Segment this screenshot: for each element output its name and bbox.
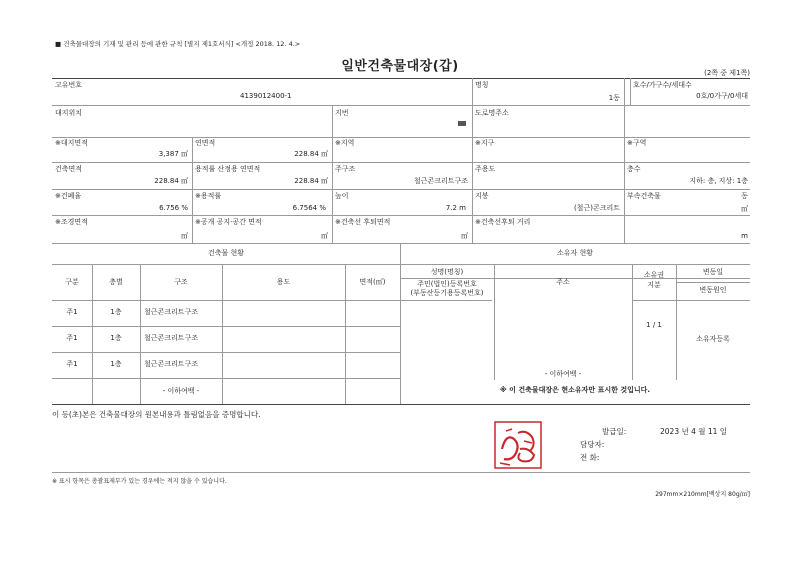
row-floor: 1층 [110, 334, 122, 342]
col-owner-name: 성명(명칭) [430, 268, 464, 276]
setback-area-label: ※건축선 후퇴면적 [335, 218, 391, 226]
page-info: (2쪽 중 제1쪽) [704, 69, 750, 77]
far-value: 6.7564 % [292, 204, 326, 212]
owner-note: ※ 이 건축물대장은 현소유자만 표시한 것입니다. [499, 386, 651, 394]
floor-area-value: 228.84 ㎡ [294, 150, 328, 158]
row-floor: 1층 [110, 360, 122, 368]
floors-label: 층수 [627, 165, 641, 173]
row-structure: 철근콘크리트구조 [144, 334, 199, 342]
row-type: 주1 [66, 360, 78, 368]
structure-label: 주구조 [335, 165, 356, 173]
structure-value: 철근콘크리트구조 [413, 177, 468, 185]
certification-statement: 이 등(초)본은 건축물대장의 원본내용과 틀림없음을 증명합니다. [52, 410, 261, 419]
floor-area-label: 연면적 [195, 139, 216, 147]
barcode-mark [458, 121, 466, 126]
sector-label: ※구역 [627, 139, 647, 147]
building-area-label: 건축면적 [55, 165, 83, 173]
unique-no-label: 고유번호 [55, 81, 83, 89]
officer-label: 담당자: [580, 440, 605, 449]
page-title: 일반건축물대장(갑) [341, 59, 459, 74]
building-status-title: 건축물 현황 [207, 249, 245, 257]
col-type: 구분 [65, 278, 79, 286]
far-area-value: 228.84 ㎡ [294, 177, 328, 185]
building-end-mark: - 이하여백 - [162, 387, 200, 395]
col-use: 용도 [276, 278, 291, 286]
bcr-label: ※건폐율 [55, 192, 82, 200]
units-label: 호수/가구수/세대수 [633, 81, 692, 89]
lot-number-label: 지번 [335, 109, 349, 117]
landscape-area-unit: ㎡ [181, 232, 188, 240]
row-floor: 1층 [110, 308, 122, 316]
col-share-2: 지분 [647, 281, 661, 289]
footer-note: ※ 표시 항목은 총괄표제부가 있는 경우에는 적지 않을 수 있습니다. [52, 478, 227, 485]
col-owner-regno: 주민(법인)등록번호 [417, 280, 477, 288]
height-label: 높이 [335, 192, 349, 200]
owner-change-reason: 소유자등록 [696, 335, 730, 343]
issue-date-label: 발급일: [602, 427, 627, 436]
floors-value: 지하: 층, 지상: 1층 [689, 177, 748, 185]
owner-share: 1 / 1 [646, 321, 662, 329]
name-value: 1동 [608, 94, 620, 102]
setback-distance-label: ※건축선후퇴 거리 [475, 218, 531, 226]
height-value: 7.2 m [445, 204, 466, 212]
name-label: 명칭 [475, 81, 489, 89]
col-owner-regno-sub: (부동산등기용등록번호) [410, 289, 484, 297]
col-share-1: 소유권 [643, 271, 665, 279]
aux-building-area: ㎡ [741, 205, 748, 213]
roof-value: (철근)콘크리트 [573, 204, 620, 212]
aux-building-label: 부속건축물 [627, 192, 661, 200]
landscape-area-label: ※조경면적 [55, 218, 88, 226]
far-label: ※용적률 [195, 192, 222, 200]
phone-label: 전 화: [580, 453, 600, 462]
zone-label: ※지역 [335, 139, 355, 147]
building-area-value: 228.84 ㎡ [154, 177, 188, 185]
site-location-label: 대지위치 [55, 109, 83, 117]
col-change-date: 변동일 [702, 268, 724, 276]
col-floor: 층별 [109, 278, 123, 286]
col-change-reason: 변동원인 [699, 286, 727, 294]
public-space-unit: ㎡ [321, 232, 328, 240]
roof-label: 지붕 [475, 192, 489, 200]
setback-area-unit: ㎡ [461, 232, 468, 240]
units-value: 0호/0가구/0세대 [696, 92, 748, 100]
district-label: ※지구 [475, 139, 495, 147]
paper-spec: 297mm×210mm[백상지 80g/㎡] [655, 491, 750, 498]
row-structure: 철근콘크리트구조 [144, 360, 199, 368]
col-structure: 구조 [174, 278, 188, 286]
row-type: 주1 [66, 334, 78, 342]
road-address-label: 도로명주소 [475, 109, 509, 117]
far-area-label: 용적률 산정용 연면적 [195, 165, 261, 173]
setback-distance-unit: m [741, 232, 748, 240]
official-seal-icon [492, 419, 544, 471]
owner-status-title: 소유자 현황 [556, 249, 594, 257]
site-area-label: ※대지면적 [55, 139, 88, 147]
main-use-label: 주용도 [475, 165, 496, 173]
owner-end-mark: - 이하여백 - [544, 370, 582, 378]
site-area-value: 3,387 ㎡ [158, 150, 188, 158]
col-area: 면적(㎡) [359, 278, 386, 286]
row-structure: 철근콘크리트구조 [144, 308, 199, 316]
issue-date-value: 2023 년 4 월 11 일 [660, 427, 728, 436]
bcr-value: 6.756 % [159, 204, 188, 212]
public-space-label: ※공개 공지·공간 면적 [195, 218, 262, 226]
col-owner-address: 주소 [556, 278, 570, 286]
legal-note: ■ 건축물대장의 기재 및 관리 등에 관한 규칙 [별지 제1호서식] <개정 2018. 12. 4.> [55, 40, 301, 48]
row-type: 주1 [66, 308, 78, 316]
aux-building-count: 동 [741, 192, 748, 200]
unique-no-value: 4139012400-1 [240, 92, 292, 100]
